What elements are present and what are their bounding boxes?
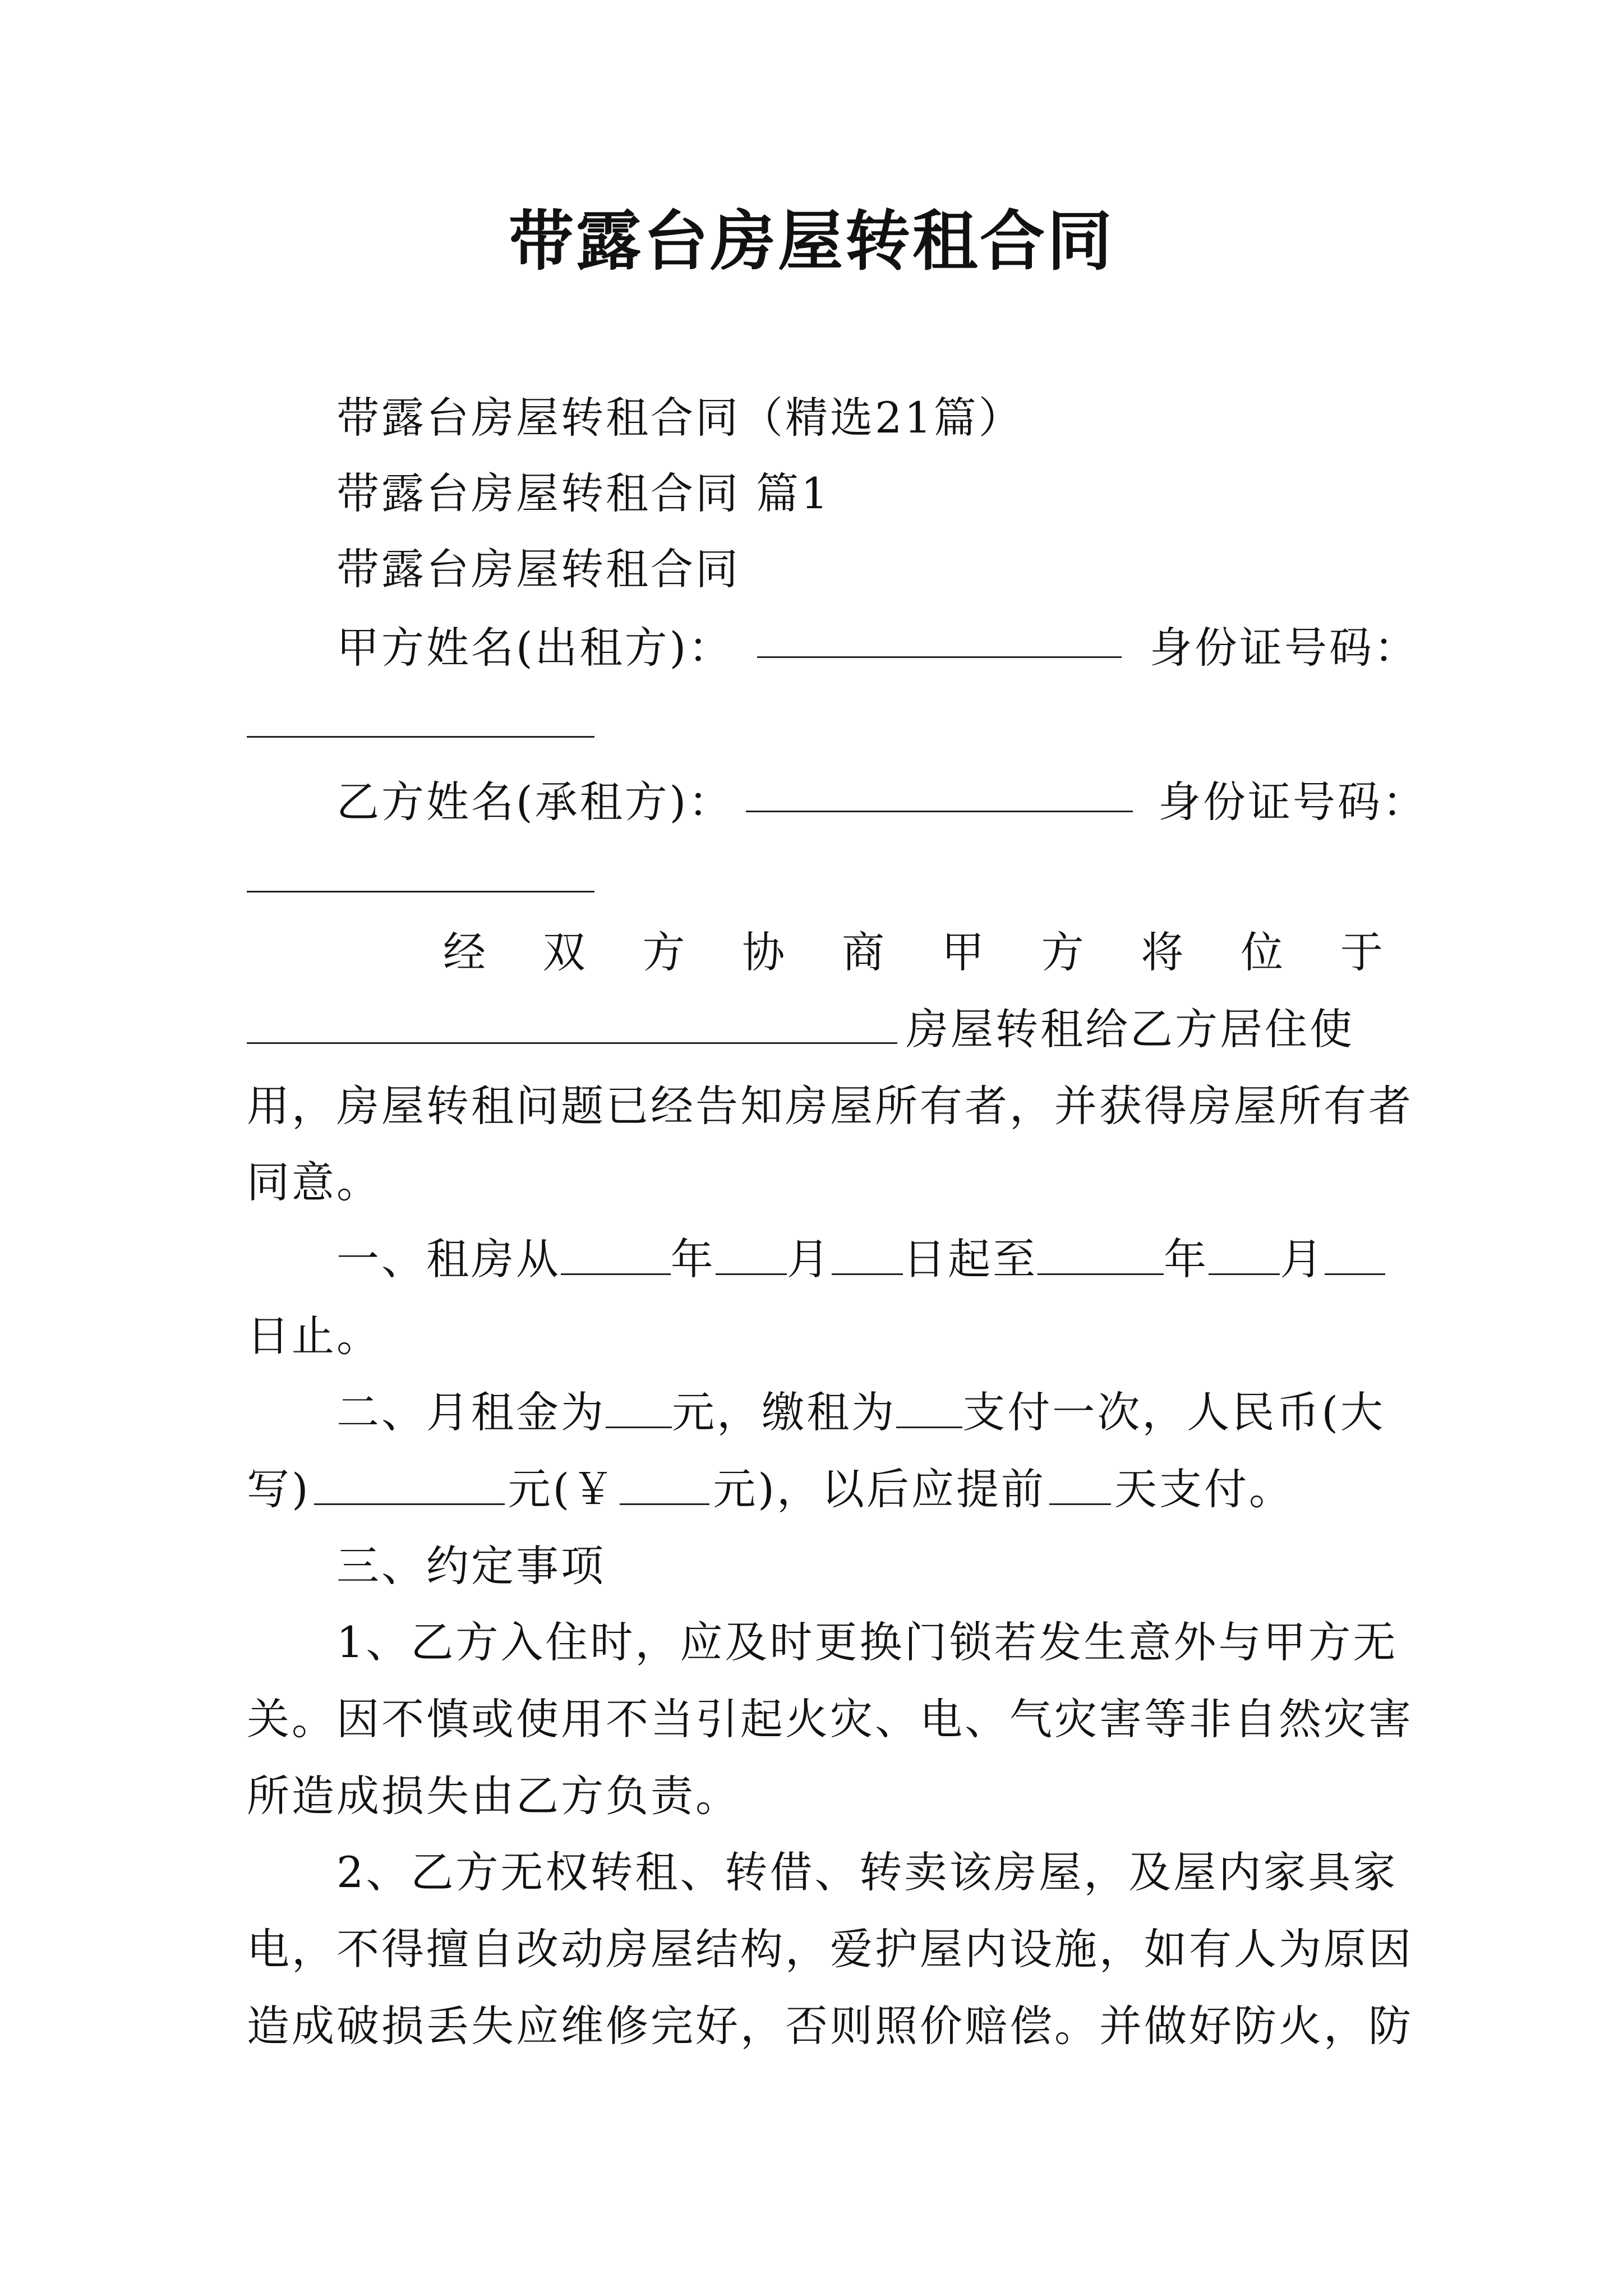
intro-line2: 房屋转租给乙方居住使 [906, 1004, 1354, 1054]
address-blank [247, 1042, 897, 1044]
section-heading: 带露台房屋转租合同 篇1 [336, 468, 831, 518]
party-b-name-blank [746, 811, 1133, 812]
clause2-line1: 二、月租金为 元，缴租为 支付一次，人民币(大 [336, 1382, 1385, 1443]
intro-line3: 用，房屋转租问题已经告知房屋所有者，并获得房屋所有者 [247, 1081, 1413, 1131]
party-b-id-label: 身份证号码： [1158, 777, 1427, 827]
item1-line1: 1、乙方入住时，应及时更换门锁若发生意外与甲方无 [336, 1617, 1398, 1667]
party-a-id-label: 身份证号码： [1150, 623, 1419, 673]
item1-line2: 关。因不慎或使用不当引起火灾、电、气灾害等非自然灾害 [247, 1694, 1413, 1744]
item2-line2: 电，不得擅自改动房屋结构，爱护屋内设施，如有人为原因 [247, 1924, 1413, 1974]
clause1-line: 一、租房从 年 月 日起至 年 月 [336, 1228, 1385, 1290]
clause1-end: 日止。 [247, 1311, 381, 1361]
clause2-line2: 写) 元(￥ 元)，以后应提前 天支付。 [247, 1458, 1294, 1520]
subtitle: 带露台房屋转租合同（精选21篇） [336, 393, 1023, 443]
party-b-id-blank [247, 891, 594, 892]
party-a-name-blank [757, 656, 1122, 658]
party-a-label: 甲方姓名(出租方)： [336, 623, 734, 673]
contract-title: 带露台房屋转租合同 [336, 544, 740, 594]
intro-line4: 同意。 [247, 1157, 381, 1207]
item2-line3: 造成破损丢失应维修完好，否则照价赔偿。并做好防火，防 [247, 2001, 1413, 2051]
intro-spaced-line: 经 双 方 协 商 甲 方 将 位 于 [443, 927, 1385, 977]
item1-line3: 所造成损失由乙方负责。 [247, 1771, 740, 1821]
clause3-heading: 三、约定事项 [336, 1541, 606, 1591]
document-title: 带露台房屋转租合同 [509, 203, 1114, 279]
party-b-label: 乙方姓名(承租方)： [336, 777, 734, 827]
item2-line1: 2、乙方无权转租、转借、转卖该房屋，及屋内家具家 [336, 1847, 1398, 1897]
party-a-id-blank [247, 736, 594, 738]
